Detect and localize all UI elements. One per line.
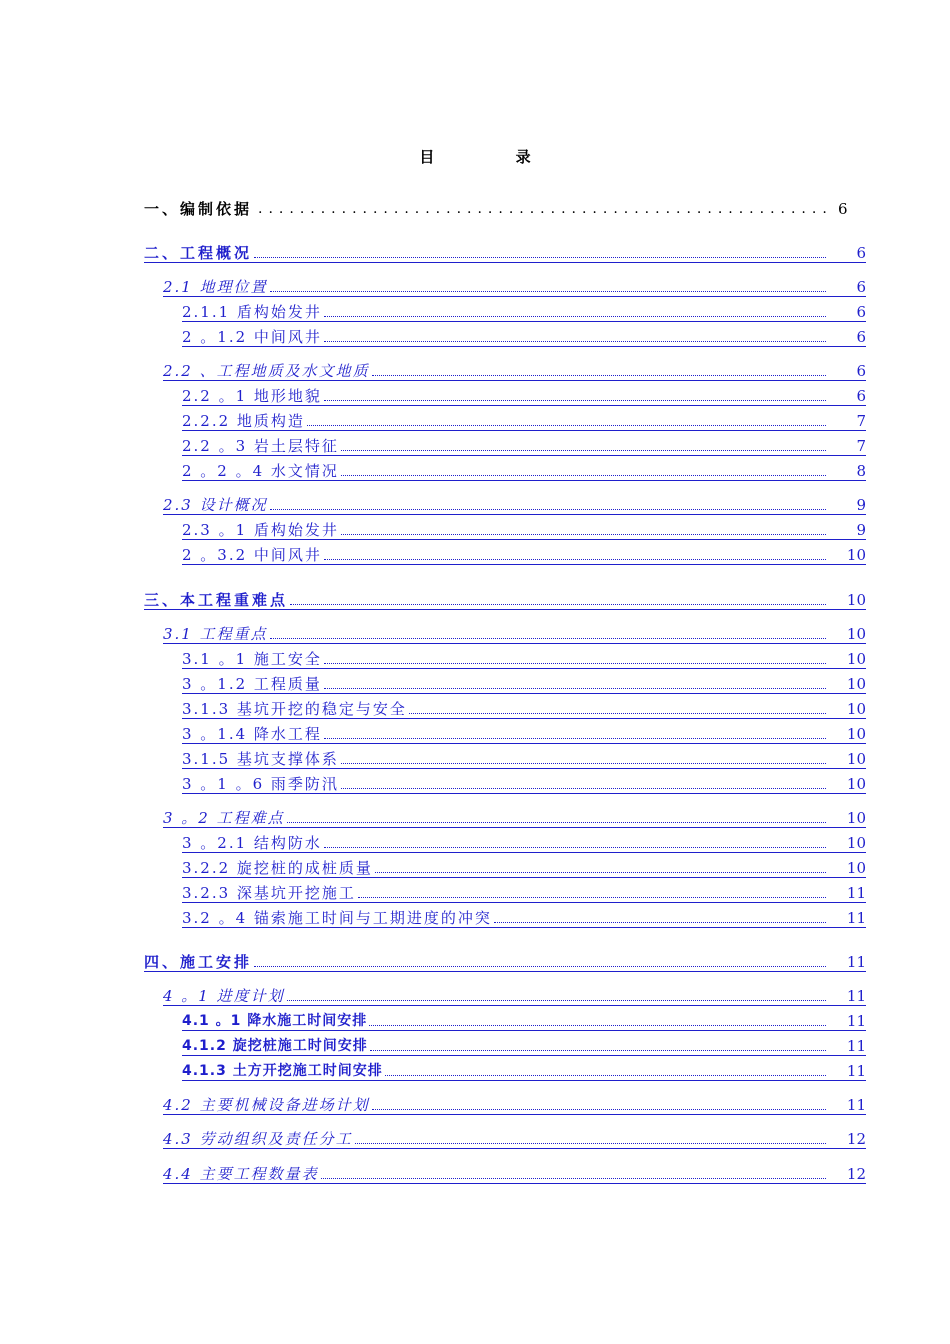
toc-page-number: 10 (846, 546, 866, 564)
toc-leader (341, 533, 826, 535)
toc-leader (341, 787, 826, 789)
toc-entry-text: 3.2 。4 锚索施工时间与工期进度的冲突 (182, 909, 492, 927)
toc-leader (324, 558, 826, 560)
toc-entry-text: 4.1.2 旋挖桩施工时间安排 (182, 1038, 368, 1054)
toc-page-number: 10 (846, 750, 866, 768)
toc-entry-text: 2.3 设计概况 (163, 496, 268, 514)
toc-page-number: 6 (856, 244, 866, 262)
toc-title: 目 录 (419, 148, 569, 166)
toc-entry-text: 3 。1.2 工程质量 (182, 675, 322, 693)
toc-page-number: 10 (846, 675, 866, 693)
toc-entry-text: 3.2.2 旋挖桩的成桩质量 (182, 859, 373, 877)
toc-leader (385, 1074, 826, 1076)
toc-leader (254, 965, 826, 967)
toc-page-number: 12 (846, 1165, 866, 1183)
toc-leader (258, 200, 832, 218)
toc-entry-2-2-4[interactable] (182, 460, 866, 481)
toc-entry-text: 2.2 、工程地质及水文地质 (163, 362, 370, 380)
toc-leader (324, 737, 826, 739)
toc-leader (375, 871, 826, 873)
toc-leader (341, 449, 826, 451)
toc-entry-text: 3.1 工程重点 (163, 625, 268, 643)
toc-leader (270, 508, 826, 510)
toc-entry-2-2-3[interactable] (182, 435, 866, 456)
toc-entry-3-1-6[interactable] (182, 773, 866, 794)
toc-entry-4-1[interactable] (163, 985, 866, 1006)
toc-entry-4-3[interactable] (163, 1128, 866, 1149)
toc-entry-2-3-1[interactable] (182, 519, 866, 540)
toc-entry-text: 三、本工程重难点 (144, 591, 289, 609)
toc-entry-text: 3.1 。1 施工安全 (182, 650, 322, 668)
toc-page-number: 11 (846, 987, 866, 1005)
toc-page-number: 11 (846, 1062, 866, 1080)
toc-entry-3-2[interactable] (163, 807, 866, 828)
toc-page-number: 6 (856, 303, 866, 321)
toc-entry-3-1-2[interactable] (182, 673, 866, 694)
toc-entry-text: 3 。2.1 结构防水 (182, 834, 322, 852)
toc-page-number: 11 (846, 1037, 866, 1055)
toc-page-number: 10 (846, 809, 866, 827)
toc-page-number: 11 (846, 1096, 866, 1114)
toc-entry-3-1-4[interactable] (182, 723, 866, 744)
toc-page-number: 7 (856, 437, 866, 455)
toc-page-number: 6 (856, 278, 866, 296)
toc-entry-text: 2 。3.2 中间风井 (182, 546, 322, 564)
toc-entry-project-overview[interactable] (144, 242, 866, 263)
toc-entry-3-1-1[interactable] (182, 648, 866, 669)
toc-page-number: 11 (846, 884, 866, 902)
toc-entry-key-difficulties[interactable] (144, 589, 866, 610)
toc-entry-text: 二、工程概况 (144, 244, 253, 262)
toc-entry-4-1-1[interactable] (182, 1010, 866, 1031)
toc-leader (370, 1049, 826, 1051)
toc-entry-3-2-2[interactable] (182, 857, 866, 878)
toc-leader (321, 1177, 826, 1179)
toc-entry-3-2-3[interactable] (182, 882, 866, 903)
toc-entry-text: 4.1.3 土方开挖施工时间安排 (182, 1063, 383, 1079)
toc-entry-text: 2 。1.2 中间风井 (182, 328, 322, 346)
toc-entry-text: 2.3 。1 盾构始发井 (182, 521, 339, 539)
toc-page-number: 6 (856, 387, 866, 405)
toc-page-number: 10 (846, 650, 866, 668)
toc-entry-text: 四、施工安排 (144, 953, 253, 971)
toc-leader (324, 687, 826, 689)
toc-entry-2-2-2[interactable] (182, 410, 866, 431)
toc-entry-2-1-2[interactable] (182, 326, 866, 347)
toc-page-number: 7 (856, 412, 866, 430)
toc-entry-4-2[interactable] (163, 1094, 866, 1115)
toc-page-number: 11 (846, 953, 866, 971)
toc-entry-text: 2.1.1 盾构始发井 (182, 303, 322, 321)
toc-leader (341, 762, 826, 764)
toc-page-number: 9 (856, 496, 866, 514)
toc-entry-text: 4.3 劳动组织及责任分工 (163, 1130, 353, 1148)
toc-entry-text: 2.1 地理位置 (163, 278, 268, 296)
toc-page-number: 10 (846, 725, 866, 743)
toc-entry-text: 4.4 主要工程数量表 (163, 1165, 319, 1183)
toc-entry-text: 2.2 。3 岩土层特征 (182, 437, 339, 455)
toc-entry-2-3[interactable] (163, 494, 866, 515)
toc-entry-4-1-2[interactable] (182, 1035, 866, 1056)
toc-leader (290, 603, 826, 605)
toc-page-number: 10 (846, 859, 866, 877)
toc-entry-3-1-5[interactable] (182, 748, 866, 769)
toc-leader (494, 921, 826, 923)
toc-leader (409, 712, 826, 714)
toc-leader (270, 290, 826, 292)
toc-leader (254, 256, 826, 258)
toc-page-number: 9 (856, 521, 866, 539)
toc-page-number: 6 (856, 362, 866, 380)
toc-entry-compilation-basis[interactable] (144, 198, 866, 218)
toc-leader (270, 637, 826, 639)
toc-entry-text: 3.1.5 基坑支撑体系 (182, 750, 339, 768)
toc-leader (324, 340, 826, 342)
toc-entry-3-2-1[interactable] (182, 832, 866, 853)
toc-entry-text: 3.2.3 深基坑开挖施工 (182, 884, 356, 902)
toc-entry-text: 3 。1 。6 雨季防汛 (182, 775, 339, 793)
toc-entry-construction-arrangement[interactable] (144, 951, 866, 972)
toc-entry-text: 3 。2 工程难点 (163, 809, 285, 827)
toc-page-number: 10 (846, 591, 866, 609)
toc-leader (372, 1108, 826, 1110)
toc-leader (287, 999, 826, 1001)
toc-entry-text: 一、编制依据 (144, 200, 253, 218)
toc-entry-text: 2.2.2 地质构造 (182, 412, 305, 430)
toc-entry-4-4[interactable] (163, 1163, 866, 1184)
toc-entry-text: 2.2 。1 地形地貌 (182, 387, 322, 405)
toc-leader (324, 662, 826, 664)
toc-page-number: 10 (846, 625, 866, 643)
toc-entry-text: 3.1.3 基坑开挖的稳定与安全 (182, 700, 407, 718)
toc-entry-text: 4.2 主要机械设备进场计划 (163, 1096, 370, 1114)
toc-page-number: 10 (846, 700, 866, 718)
toc-page-number: 6 (856, 328, 866, 346)
toc-page-number: 11 (846, 1012, 866, 1030)
toc-page-number: 6 (838, 200, 848, 218)
toc-entry-4-1-3[interactable] (182, 1060, 866, 1081)
toc-leader (341, 474, 826, 476)
toc-page-number: 10 (846, 834, 866, 852)
toc-entry-2-1-1[interactable] (182, 301, 866, 322)
toc-entry-3-1[interactable] (163, 623, 866, 644)
toc-leader (372, 374, 826, 376)
toc-entry-2-2-1[interactable] (182, 385, 866, 406)
toc-leader (307, 424, 826, 426)
toc-leader (324, 399, 826, 401)
toc-leader (369, 1024, 826, 1026)
toc-entry-text: 3 。1.4 降水工程 (182, 725, 322, 743)
toc-entry-2-3-2[interactable] (182, 544, 866, 565)
toc-leader (287, 821, 826, 823)
toc-entry-3-2-4[interactable] (182, 907, 866, 928)
toc-page-number: 8 (856, 462, 866, 480)
toc-leader (358, 896, 826, 898)
toc-entry-2-2[interactable] (163, 360, 866, 381)
toc-page-number: 10 (846, 775, 866, 793)
toc-leader (324, 846, 826, 848)
toc-entry-text: 4 。1 进度计划 (163, 987, 285, 1005)
toc-entry-2-1[interactable] (163, 276, 866, 297)
toc-entry-text: 4.1 。1 降水施工时间安排 (182, 1013, 368, 1029)
toc-entry-text: 2 。2 。4 水文情况 (182, 462, 339, 480)
toc-leader (324, 315, 826, 317)
toc-page-number: 12 (846, 1130, 866, 1148)
toc-page-number: 11 (846, 909, 866, 927)
toc-entry-3-1-3[interactable] (182, 698, 866, 719)
toc-leader (355, 1142, 826, 1144)
